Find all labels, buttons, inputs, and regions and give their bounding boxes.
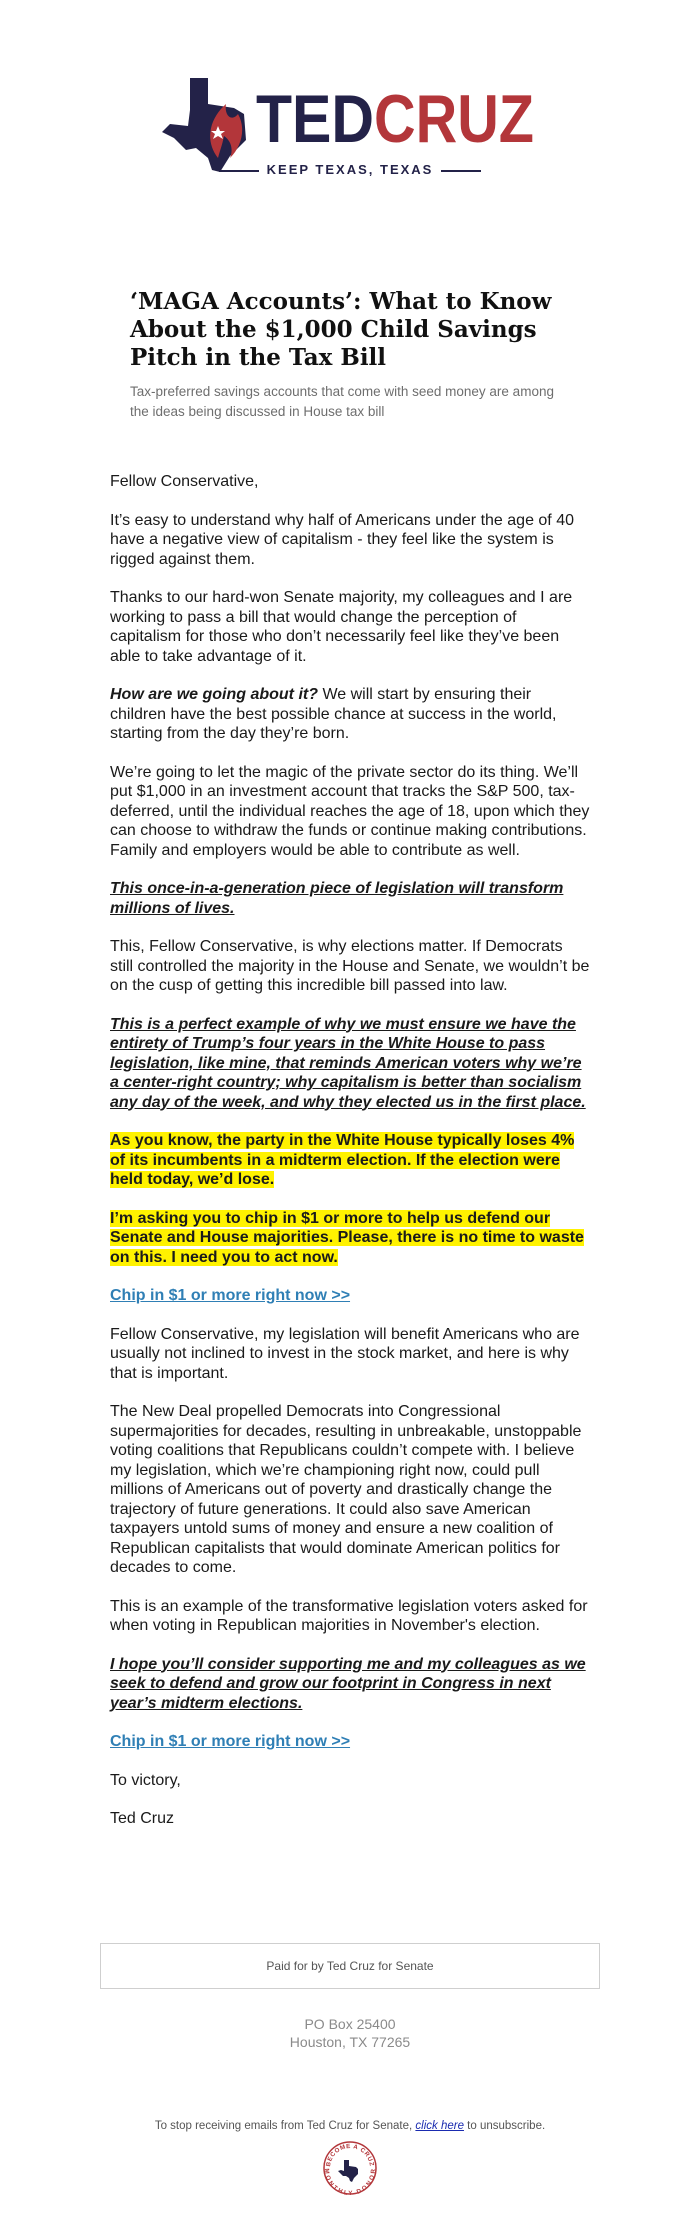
- signature: Ted Cruz: [110, 1810, 175, 1827]
- article-subtitle: Tax-preferred savings accounts that come with seed money are among the ideas being discussed in House tax bill: [130, 384, 554, 419]
- paragraph-8-text: As you know, the party in the White House typically loses 4% of its incumbents in a midterm election. If the election were held today, we’d lose.: [110, 1132, 575, 1188]
- paragraph-3-rest: We will start by ensuring their children have the best possible chance at success in the world, starting from the day they’re born.: [110, 686, 557, 742]
- mailing-address: [0, 2015, 700, 2051]
- badge-text-bottom: MONTHLY DONOR: [322, 2168, 378, 2196]
- paragraph-3-lead: How are we going about it?: [110, 686, 318, 703]
- unsubscribe-link[interactable]: click here: [415, 2120, 464, 2132]
- paragraph-3: [110, 685, 590, 744]
- tagline-rule-left: [219, 170, 259, 172]
- unsubscribe-line: [0, 2120, 700, 2132]
- paid-for-disclaimer: Paid for by Ted Cruz for Senate: [100, 1943, 600, 1989]
- paragraph-5: [110, 879, 590, 918]
- cta-paragraph-1: [110, 1286, 590, 1306]
- cta-paragraph-2: [110, 1732, 590, 1752]
- paragraph-9: [110, 1209, 590, 1268]
- article-title: ‘MAGA Accounts’: What to Know About the $1,000 Child Savings Pitch in the Tax Bill: [130, 288, 552, 371]
- email-body: [110, 472, 590, 1848]
- logo-word-ted: TED: [256, 81, 374, 157]
- paragraph-13-text: I hope you’ll consider supporting me and my colleagues as we seek to defend and grow our footprint in Congress in next year’s midterm elections.: [110, 1655, 586, 1712]
- closing: To victory,: [110, 1771, 181, 1789]
- address-line-2: Houston, TX 77265: [289, 2034, 411, 2050]
- paragraph-7: [110, 1015, 590, 1113]
- tagline-text: KEEP TEXAS, TEXAS: [266, 162, 434, 177]
- unsubscribe-pre: To stop receiving emails from Ted Cruz for Senate,: [154, 2120, 416, 2132]
- paragraph-4: We’re going to let the magic of the private sector do its thing. We’ll put $1,000 in an investment account that tracks the S&P 500, tax-deferred, until the individual reaches the age of 18, upon which they can choose to withdraw the funds or continue making contributions. Family and employers would be able to contribute as well.: [110, 763, 590, 859]
- logo-word-cruz: CRUZ: [374, 81, 534, 157]
- paragraph-2: Thanks to our hard-won Senate majority, my colleagues and I are working to pass a bill that would change the perception of capitalism for those who don’t necessarily feel like they’ve been able to take advantage of it.: [110, 589, 573, 665]
- donate-link-2[interactable]: Chip in $1 or more right now >>: [110, 1733, 351, 1750]
- badge-text-top: BECOME A CRUZ: [324, 2142, 376, 2168]
- logo-tagline: [0, 162, 700, 177]
- unsubscribe-post: to unsubscribe.: [463, 2120, 546, 2132]
- paragraph-9-text: I’m asking you to chip in $1 or more to help us defend our Senate and House majorities. Please, there is no time to waste on this. I need you to act now.: [110, 1209, 584, 1266]
- paragraph-5-text: This once-in-a-generation piece of legislation will transform millions of lives.: [110, 880, 564, 917]
- paragraph-12: This is an example of the transformative legislation voters asked for when voting in Republican majorities in November's election.: [110, 1597, 588, 1634]
- paragraph-1: It’s easy to understand why half of Americans under the age of 40 have a negative view of capitalism - they feel like the system is rigged against them.: [110, 511, 574, 568]
- donate-link-1[interactable]: Chip in $1 or more right now >>: [110, 1287, 351, 1304]
- paragraph-7-text: This is a perfect example of why we must ensure we have the entirety of Trump’s four years in the White House to pass legislation, like mine, that reminds American voters why we’re a center-right country; why capitalism is better than socialism any day of the week, and why they elected us in the first place.: [110, 1015, 586, 1111]
- greeting: Fellow Conservative,: [110, 473, 259, 490]
- paragraph-13: [110, 1655, 590, 1714]
- address-line-1: PO Box 25400: [304, 2016, 396, 2032]
- paragraph-6: This, Fellow Conservative, is why elections matter. If Democrats still controlled the majority in the House and Senate, we wouldn’t be on the cusp of getting this incredible bill passed into law.: [110, 938, 590, 994]
- tagline-rule-right: [441, 170, 481, 172]
- article-card: [130, 288, 570, 422]
- paragraph-8: [110, 1131, 590, 1190]
- paragraph-10: Fellow Conservative, my legislation will benefit Americans who are usually not inclined to invest in the stock market, and here is why that is important.: [110, 1325, 580, 1382]
- monthly-donor-badge[interactable]: [322, 2140, 378, 2196]
- paragraph-11: The New Deal propelled Democrats into Congressional supermajorities for decades, resulting in unbreakable, unstoppable voting coalitions that Republicans couldn’t compete with. I believe my legislation, which we’re championing right now, could pull millions of Americans out of poverty and drastically change the trajectory of future generations. It could also save American taxpayers untold sums of money and ensure a new coalition of Republican capitalists that would dominate American politics for decades to come.: [110, 1403, 582, 1576]
